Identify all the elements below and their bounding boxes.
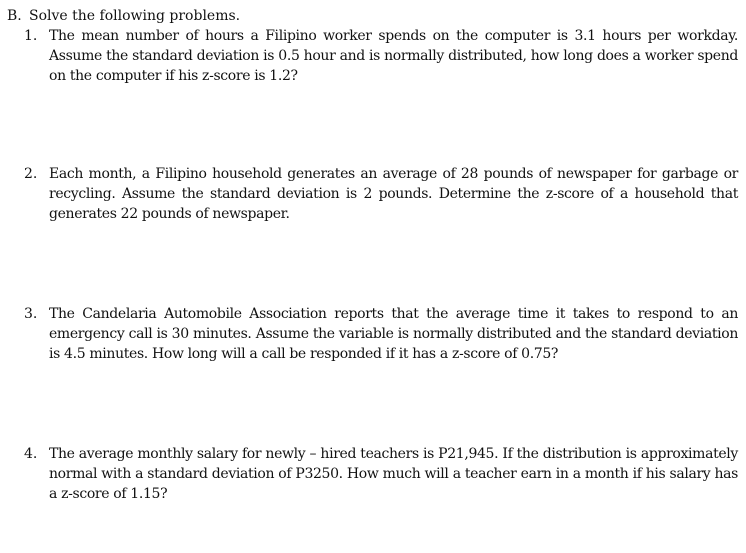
problem-4	[24, 444, 738, 504]
problem-1	[24, 26, 738, 86]
problem-text: The mean number of hours a Filipino worker spends on the computer is 3.1 hours per workday. Assume the standard deviation is 0.5 hour and is normally distributed, how long does a worker spend on the computer if his z-score is 1.2?	[49, 28, 738, 84]
problem-text: Each month, a Filipino household generates an average of 28 pounds of newspaper for garbage or recycling. Assume the standard deviation is 2 pounds. Determine the z-score of a household that generates 22 pounds of newspaper.	[49, 166, 738, 222]
problem-number: 3.	[24, 306, 38, 322]
problem-number: 1.	[24, 28, 38, 44]
problem-2	[24, 164, 738, 224]
problem-number: 2.	[24, 166, 38, 182]
problem-3	[24, 304, 738, 364]
problem-text: The Candelaria Automobile Association reports that the average time it takes to respond to an emergency call is 30 minutes. Assume the variable is normally distributed and the standard deviation is 4.5 minutes. How long will a call be responded if it has a z-score of 0.75?	[49, 306, 738, 362]
section-letter: B.	[7, 8, 22, 24]
problem-text: The average monthly salary for newly – hired teachers is P21,945. If the distribution is approximately normal with a standard deviation of P3250. How much will a teacher earn in a month if his salary has a z-score of 1.15?	[49, 446, 738, 502]
section-heading	[7, 6, 240, 26]
problem-number: 4.	[24, 446, 38, 462]
section-title: Solve the following problems.	[29, 8, 241, 24]
